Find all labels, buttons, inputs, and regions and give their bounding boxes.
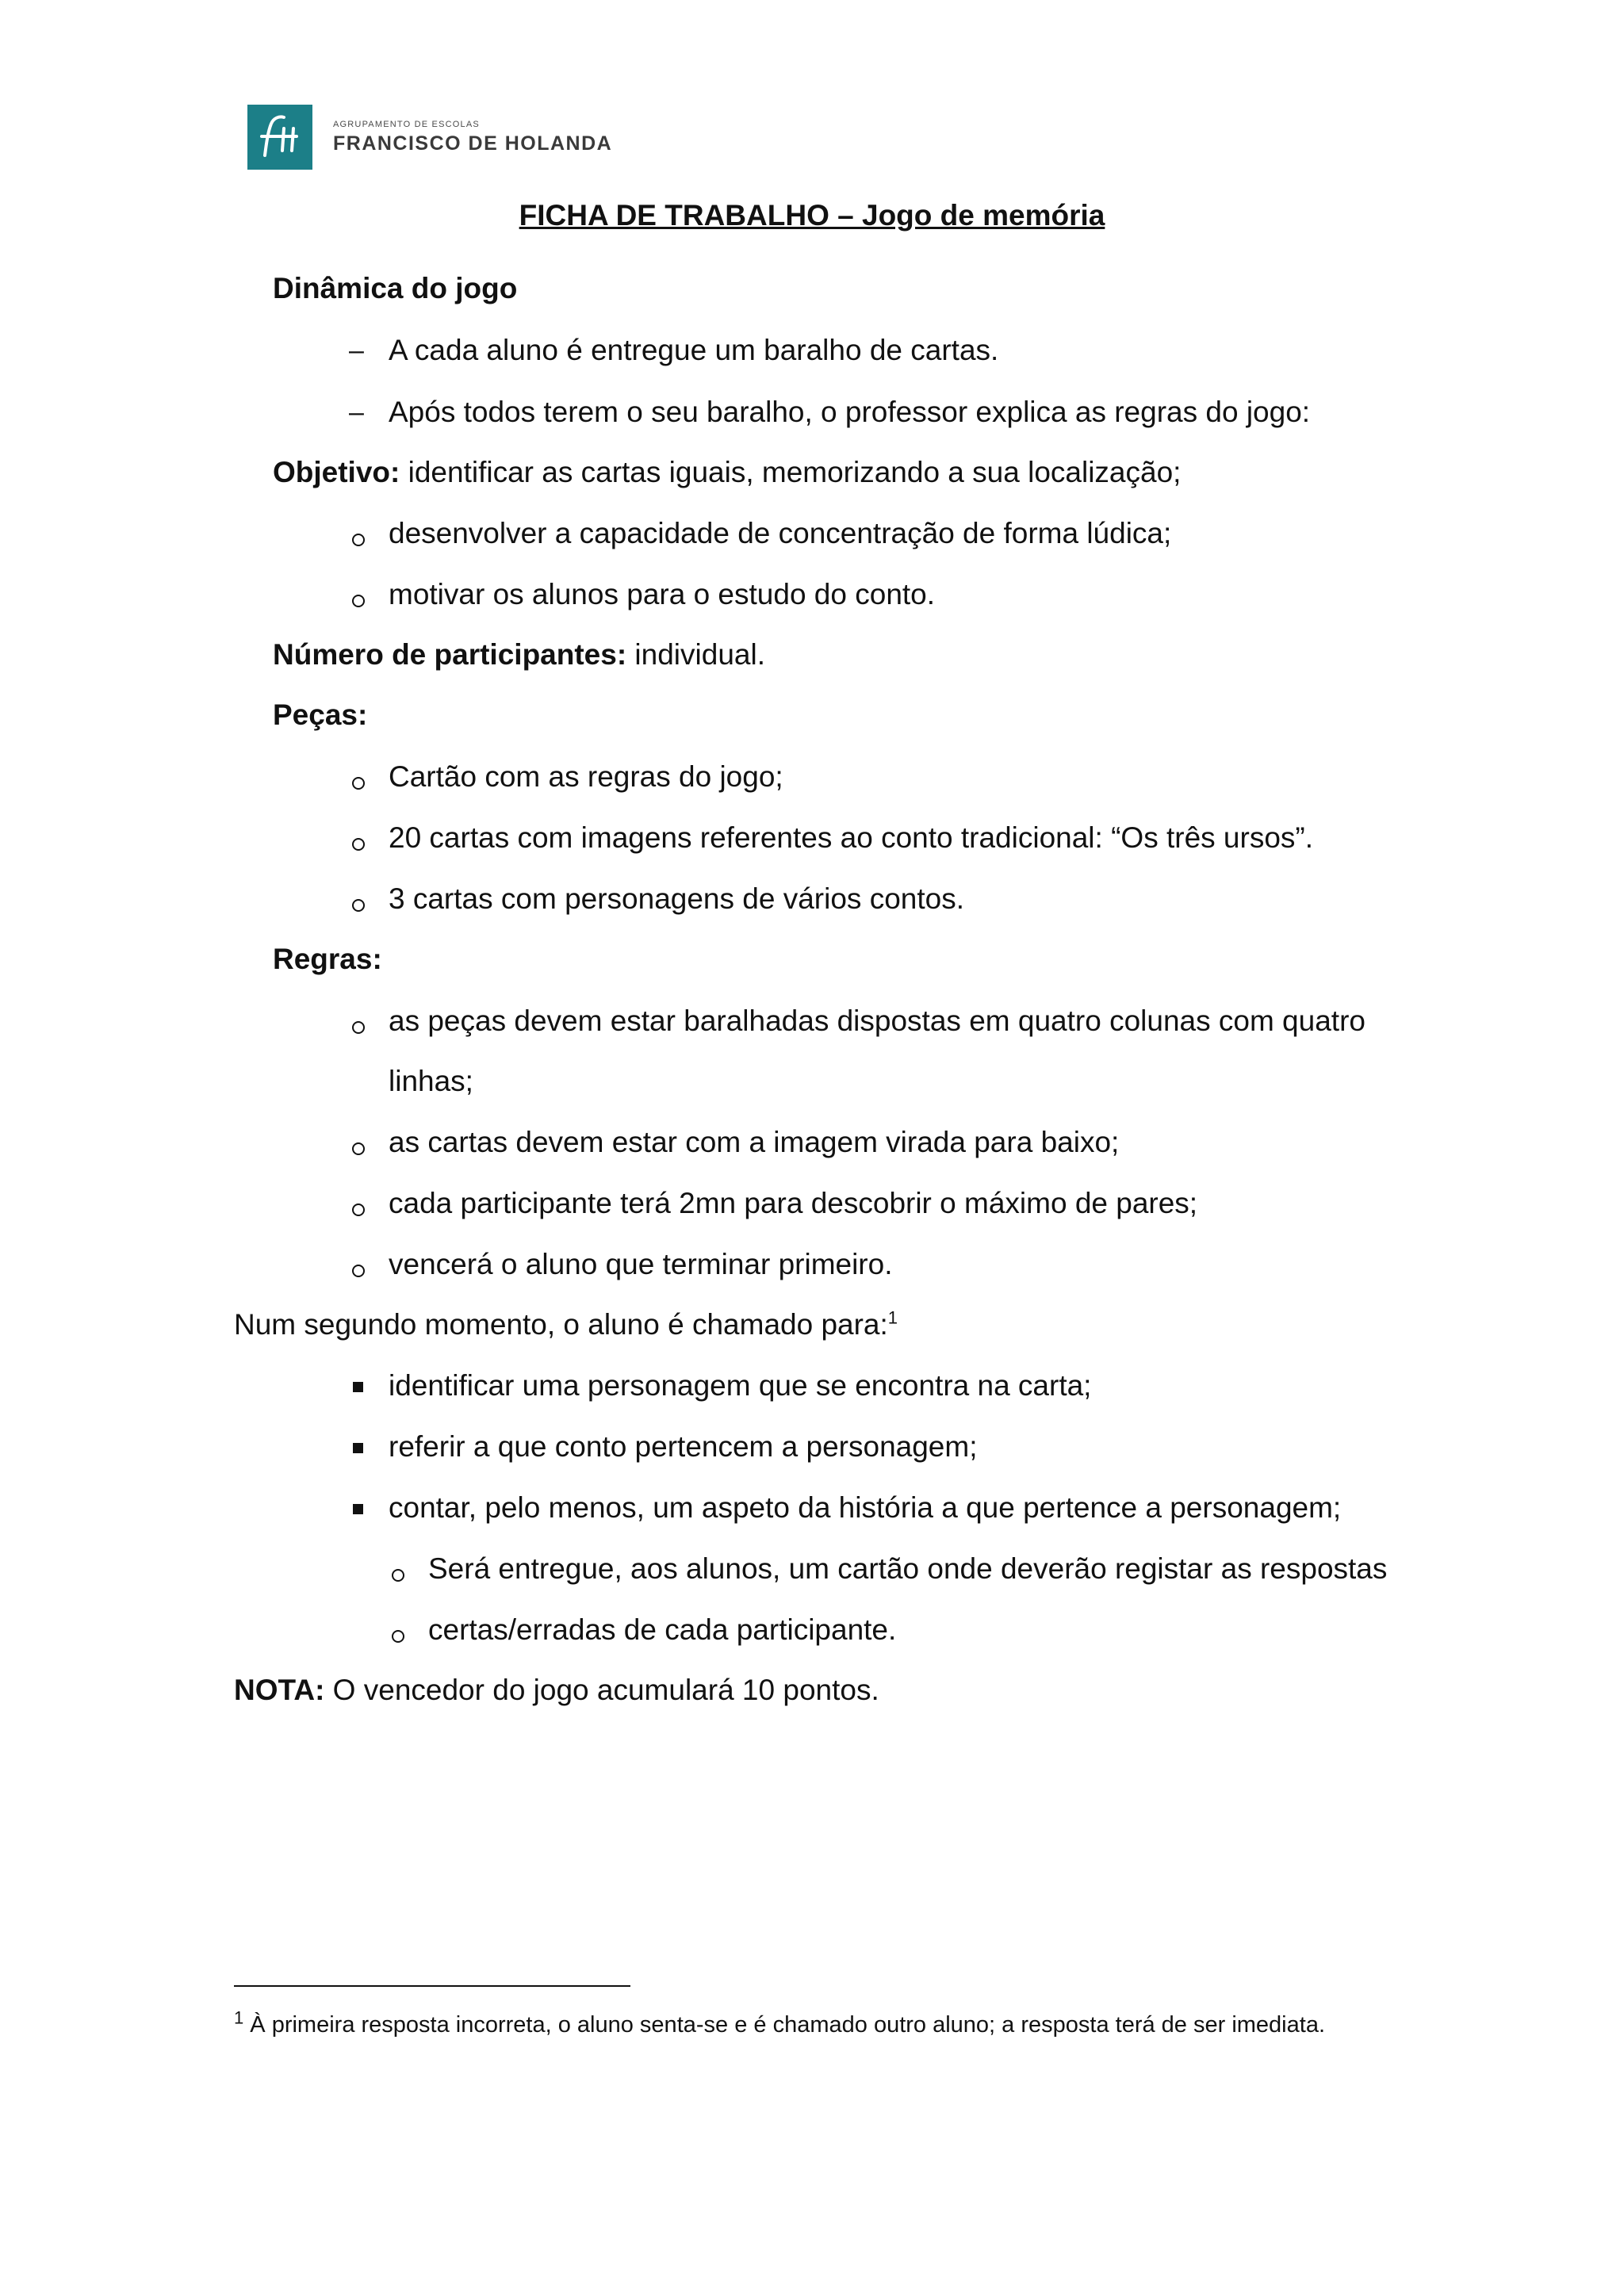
participantes-label: Número de participantes: [273,638,627,671]
circle-bullet [352,777,365,790]
sub-list-item: Será entregue, aos alunos, um cartão onde deverão registar as respostas [428,1552,1388,1585]
circle-bullet [352,1265,365,1277]
logo-subtitle: AGRUPAMENTO DE ESCOLAS [333,120,480,129]
footnote-number: 1 [234,2007,244,2028]
document-title: FICHA DE TRABALHO – Jogo de memória [519,199,1105,232]
section-heading-pecas: Peças: [273,698,368,731]
circle-bullet [352,1142,365,1155]
nota-text: O vencedor do jogo acumulará 10 pontos. [324,1674,879,1706]
school-logo [247,105,612,170]
section-heading-regras: Regras: [273,943,382,975]
list-item-continuation: linhas; [389,1065,473,1097]
list-item: referir a que conto pertencem a personagem; [389,1430,978,1463]
circle-bullet [352,1021,365,1034]
objetivo-text: identificar as cartas iguais, memorizando a sua localização; [400,456,1182,488]
footnote-divider [234,1985,630,1987]
circle-bullet [352,595,365,607]
objetivo-label: Objetivo: [273,456,400,488]
list-item: contar, pelo menos, um aspeto da história a que pertence a personagem; [389,1491,1342,1524]
logo-school-name: FRANCISCO DE HOLANDA [333,132,613,155]
circle-bullet [352,899,365,912]
list-item: cada participante terá 2mn para descobrir o máximo de pares; [389,1187,1198,1219]
section-heading-dinamica: Dinâmica do jogo [273,272,518,304]
sub-list-item: certas/erradas de cada participante. [428,1613,897,1646]
circle-bullet [352,838,365,851]
participantes-text: individual. [626,638,765,671]
segundo-momento-paragraph [234,1303,898,1347]
footnote [234,2009,1325,2041]
logo-wordmark [333,119,612,155]
list-item: as peças devem estar baralhadas dispostas em quatro colunas com quatro [389,1004,1365,1037]
list-item: 20 cartas com imagens referentes ao conto tradicional: “Os três ursos”. [389,821,1314,854]
fh-logo-icon [247,105,312,170]
segundo-momento-text: Num segundo momento, o aluno é chamado para: [234,1308,888,1341]
square-bullet [353,1443,363,1453]
list-item: Cartão com as regras do jogo; [389,760,783,793]
list-item: Após todos terem o seu baralho, o professor explica as regras do jogo: [389,396,1311,428]
footnote-reference: 1 [887,1307,898,1328]
list-item: identificar uma personagem que se encontra na carta; [389,1369,1092,1402]
square-bullet [353,1504,363,1514]
circle-bullet [352,1203,365,1216]
dash-bullet: – [349,335,364,365]
list-item: 3 cartas com personagens de vários contos. [389,882,964,915]
square-bullet [353,1382,363,1392]
circle-bullet [392,1569,404,1582]
circle-bullet [392,1630,404,1643]
participantes-paragraph [273,633,765,677]
objetivo-paragraph [273,450,1181,495]
list-item: A cada aluno é entregue um baralho de cartas. [389,334,999,366]
circle-bullet [352,534,365,546]
list-item: desenvolver a capacidade de concentração de forma lúdica; [389,517,1172,549]
nota-paragraph [234,1668,879,1712]
list-item: vencerá o aluno que terminar primeiro. [389,1248,893,1280]
footnote-text: À primeira resposta incorreta, o aluno senta-se e é chamado outro aluno; a resposta terá de ser imediata. [243,2012,1326,2038]
list-item: motivar os alunos para o estudo do conto. [389,578,936,610]
list-item: as cartas devem estar com a imagem virada para baixo; [389,1126,1120,1158]
dash-bullet: – [349,397,364,427]
nota-label: NOTA: [234,1674,325,1706]
